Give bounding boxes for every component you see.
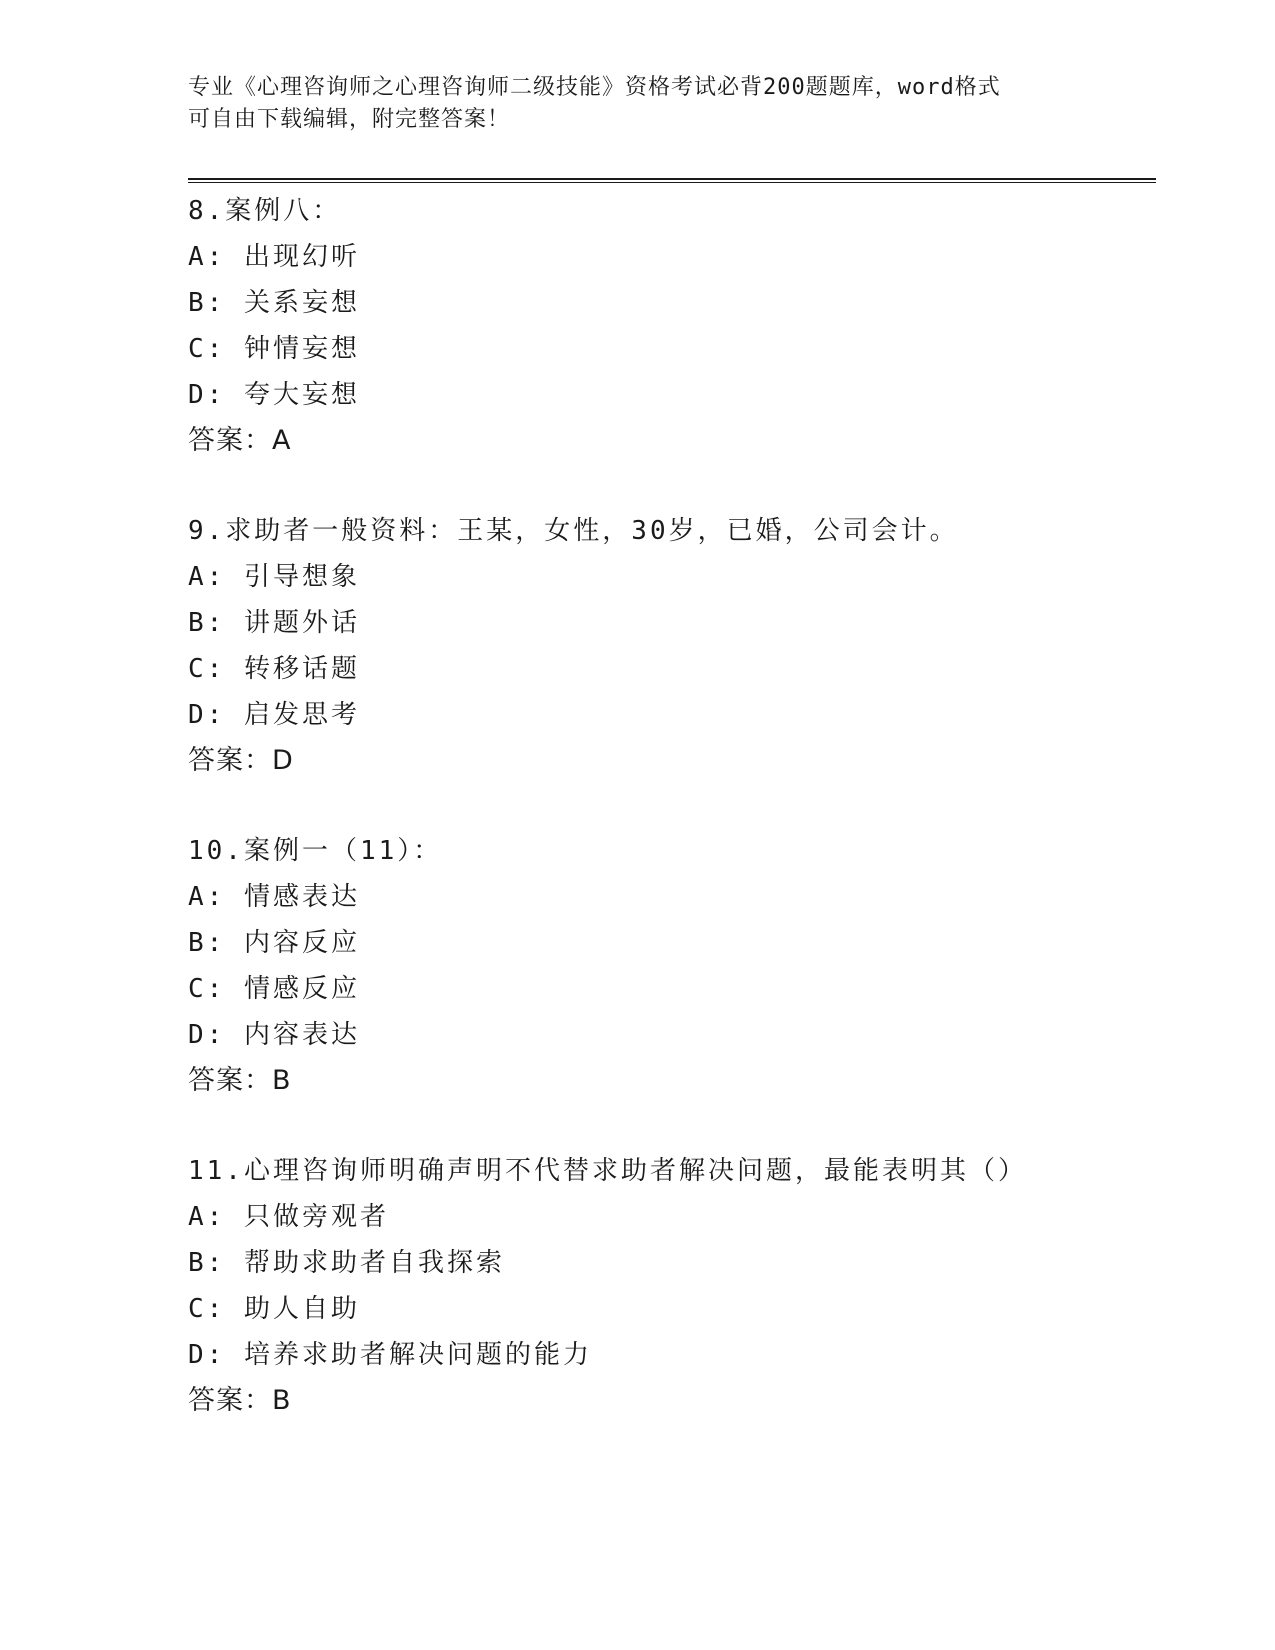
question-stem: 8.案例八： xyxy=(188,196,342,226)
header-divider xyxy=(188,178,1156,183)
question-11 xyxy=(188,1148,1148,1424)
option-d: D: 夸大妄想 xyxy=(188,380,360,410)
option-c: C: 助人自助 xyxy=(188,1294,360,1324)
header-line-2: 可自由下载编辑，附完整答案！ xyxy=(188,107,511,132)
answer: 答案：B xyxy=(188,1065,292,1096)
option-a: A: 情感表达 xyxy=(188,882,360,912)
option-b: B: 讲题外话 xyxy=(188,608,360,638)
question-9 xyxy=(188,508,1148,784)
question-stem: 9.求助者一般资料：王某，女性，30岁，已婚，公司会计。 xyxy=(188,516,959,546)
option-c: C: 情感反应 xyxy=(188,974,360,1004)
question-stem: 11.心理咨询师明确声明不代替求助者解决问题，最能表明其（） xyxy=(188,1156,1027,1186)
question-10 xyxy=(188,828,1148,1104)
answer: 答案：B xyxy=(188,1385,292,1416)
option-b: B: 内容反应 xyxy=(188,928,360,958)
option-a: A: 引导想象 xyxy=(188,562,360,592)
option-c: C: 转移话题 xyxy=(188,654,360,684)
answer: 答案：D xyxy=(188,745,294,776)
option-a: A: 出现幻听 xyxy=(188,242,360,272)
option-c: C: 钟情妄想 xyxy=(188,334,360,364)
option-d: D: 启发思考 xyxy=(188,700,360,730)
document-header xyxy=(188,72,1088,136)
option-d: D: 培养求助者解决问题的能力 xyxy=(188,1340,592,1370)
option-a: A: 只做旁观者 xyxy=(188,1202,389,1232)
question-8 xyxy=(188,188,1148,464)
option-b: B: 帮助求助者自我探索 xyxy=(188,1248,505,1278)
answer: 答案：A xyxy=(188,425,292,456)
option-b: B: 关系妄想 xyxy=(188,288,360,318)
question-stem: 10.案例一（11）： xyxy=(188,836,443,866)
question-list xyxy=(188,188,1148,1468)
header-line-1: 专业《心理咨询师之心理咨询师二级技能》资格考试必背200题题库，word格式 xyxy=(188,75,1001,100)
option-d: D: 内容表达 xyxy=(188,1020,360,1050)
